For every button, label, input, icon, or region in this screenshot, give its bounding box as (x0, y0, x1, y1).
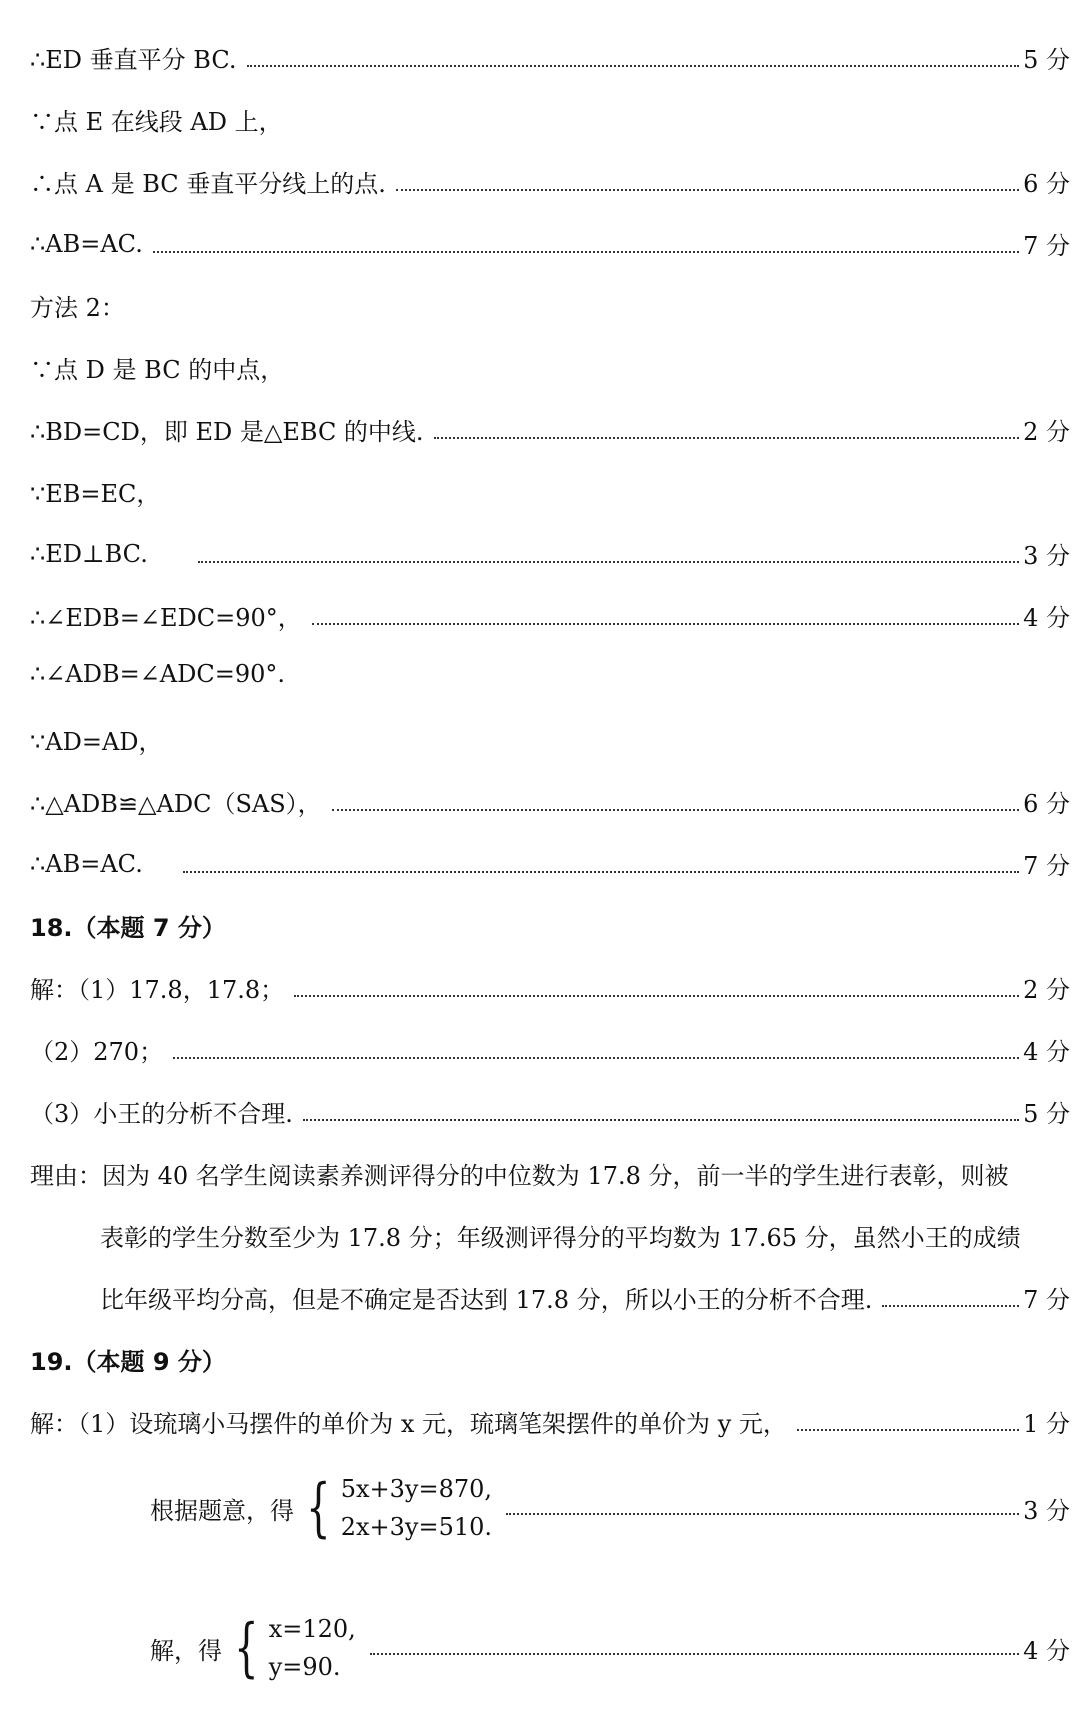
reason-line (100, 1218, 1070, 1253)
line-text: 方法 2： (30, 294, 125, 322)
line-text: ∵EB=EC， (30, 480, 161, 508)
line-text: ∴AB=AC. (30, 229, 143, 258)
line-text: ∴∠EDB=∠EDC=90°， (30, 604, 302, 632)
line-text: ∴ED 垂直平分 BC. (30, 46, 237, 74)
left-brace: { (234, 1611, 259, 1685)
equation-system-setup (150, 1470, 1070, 1546)
line-text: 表彰的学生分数至少为 17.8 分；年级测评得分的平均数为 17.65 分，虽然小王的成绩 (100, 1224, 1021, 1252)
dot-leader (303, 1117, 1019, 1121)
score-label: 6 分 (1023, 170, 1070, 198)
score-label: 5 分 (1023, 46, 1070, 74)
dot-leader (312, 621, 1019, 625)
line-text: （3）小王的分析不合理. (30, 1100, 293, 1128)
dot-leader (434, 435, 1020, 439)
line-text: ∴ED⊥BC. (30, 539, 148, 568)
line-text: ∵AD=AD， (30, 728, 163, 756)
equation-1: 5x+3y=870, (340, 1475, 493, 1503)
proof-line (30, 412, 1070, 447)
proof-line (30, 846, 1070, 881)
dot-leader (173, 1055, 1019, 1059)
line-text: ∵点 E 在线段 AD 上， (30, 108, 283, 136)
equation-1: x=120, (268, 1615, 356, 1643)
line-text: 19.（本题 9 分） (30, 1348, 226, 1376)
answer-line (30, 1032, 1070, 1067)
line-text: 比年级平均分高，但是不确定是否达到 17.8 分，所以小王的分析不合理. (100, 1286, 873, 1314)
proof-line (30, 660, 1070, 688)
answer-line (30, 1404, 1070, 1439)
line-text: ∴BD=CD，即 ED 是△EBC 的中线. (30, 418, 424, 446)
dot-leader (183, 869, 1019, 873)
system-prefix: 根据题意，得 (150, 1496, 294, 1525)
line-text: 理由：因为 40 名学生阅读素养测评得分的中位数为 17.8 分，前一半的学生进行表彰，则被 (30, 1162, 1009, 1190)
score-label: 1 分 (1023, 1410, 1070, 1438)
equation-system-solution (150, 1610, 1070, 1686)
score-label: 3 分 (1023, 1496, 1070, 1525)
score-label: 3 分 (1023, 542, 1070, 570)
question-heading-18 (30, 908, 1070, 943)
proof-line (30, 350, 1070, 385)
proof-line (30, 784, 1070, 819)
line-text: （2）270； (30, 1038, 164, 1066)
proof-line (30, 474, 1070, 509)
line-text: ∵点 D 是 BC 的中点， (30, 356, 285, 384)
dot-leader (332, 807, 1019, 811)
answer-line (30, 970, 1070, 1005)
proof-line (30, 598, 1070, 633)
proof-line (30, 40, 1070, 75)
dot-leader (153, 249, 1019, 253)
equation-2: 2x+3y=510. (340, 1513, 493, 1541)
dot-leader (370, 1651, 1019, 1655)
system-prefix: 解，得 (150, 1636, 222, 1665)
line-text: ∴点 A 是 BC 垂直平分线上的点. (30, 170, 386, 198)
score-label: 2 分 (1023, 418, 1070, 446)
line-text: ∴AB=AC. (30, 849, 143, 878)
proof-line (30, 226, 1070, 261)
dot-leader (198, 559, 1019, 563)
line-text: 解：（1）设琉璃小马摆件的单价为 x 元，琉璃笔架摆件的单价为 y 元， (30, 1410, 787, 1438)
score-label: 7 分 (1023, 852, 1070, 880)
score-label: 4 分 (1023, 1038, 1070, 1066)
dot-leader (797, 1427, 1019, 1431)
dot-leader (506, 1511, 1019, 1515)
proof-line (30, 164, 1070, 199)
reason-line (30, 1156, 1070, 1191)
line-text: 解：（1）17.8，17.8； (30, 976, 285, 1004)
score-label: 7 分 (1023, 232, 1070, 260)
score-label: 5 分 (1023, 1100, 1070, 1128)
score-label: 6 分 (1023, 790, 1070, 818)
score-label: 7 分 (1023, 1286, 1070, 1314)
line-text: 18.（本题 7 分） (30, 914, 226, 942)
score-label: 4 分 (1023, 1636, 1070, 1665)
method-heading (30, 288, 1070, 323)
equation-stack (341, 1470, 492, 1546)
equation-stack (269, 1610, 356, 1686)
line-text: ∴∠ADB=∠ADC=90°. (30, 660, 286, 688)
dot-leader (247, 63, 1020, 67)
proof-line (30, 102, 1070, 137)
reason-line (100, 1280, 1070, 1315)
score-label: 2 分 (1023, 976, 1070, 1004)
score-label: 4 分 (1023, 604, 1070, 632)
answer-line (30, 1094, 1070, 1129)
dot-leader (294, 993, 1019, 997)
proof-line (30, 536, 1070, 571)
line-text: ∴△ADB≌△ADC（SAS）， (30, 790, 322, 818)
question-heading-19 (30, 1342, 1070, 1377)
proof-line (30, 722, 1070, 757)
left-brace: { (306, 1471, 331, 1545)
equation-2: y=90. (268, 1653, 341, 1681)
dot-leader (396, 187, 1019, 191)
dot-leader (882, 1303, 1019, 1307)
